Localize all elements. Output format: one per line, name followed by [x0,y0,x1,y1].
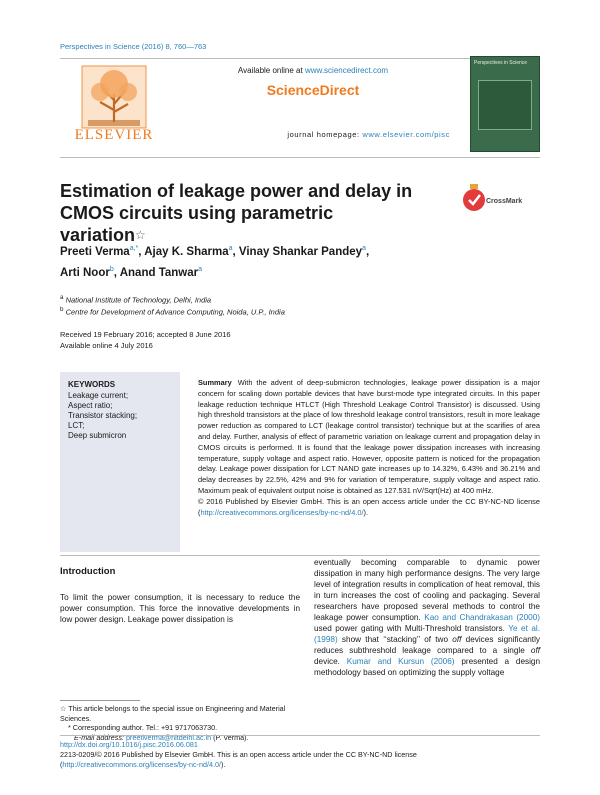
author-name[interactable]: Arti Noor [60,266,110,279]
journal-reference[interactable]: Perspectives in Science (2016) 8, 760—763 [60,42,207,51]
author-name[interactable]: Vinay Shankar Pandey [238,245,363,258]
author-name[interactable]: Anand Tanwar [119,266,199,279]
received-date: Received 19 February 2016; accepted 8 June 2016 [60,330,231,339]
section-divider [60,555,540,556]
cover-image [478,80,532,130]
available-prefix: Available online at [237,66,305,75]
doi-link[interactable]: http://dx.doi.org/10.1016/j.pisc.2016.06.081 [60,740,198,749]
abstract-license-link[interactable]: http://creativecommons.org/licenses/by-nc-nd/4.0/ [200,507,364,517]
elsevier-wordmark: ELSEVIER [74,127,154,143]
cover-title: Perspectives in Science [474,60,528,66]
keywords-heading: KEYWORDS [68,380,116,389]
intro-text: eventually becoming comparable to dynamic power dissipation in many high performance designs. The very large level of integration results in complication of heat removal, this in turn increases the cost of cooling and packaging. Several researchers have proposed several methods to control the leakage power consumption. [314,558,540,622]
author-sup[interactable]: a [198,265,203,273]
homepage-link[interactable]: www.elsevier.com/pisc [362,130,450,139]
article-title [60,180,420,246]
email-link[interactable]: preetiverma@nitdelhi.ac.in [125,732,212,742]
sciencedirect-link[interactable]: www.sciencedirect.com [304,66,389,75]
title-footnote-mark[interactable]: ☆ [135,228,146,242]
author-list: Preeti Verma$^{a,*}$, Ajay K. Sharma$^a$, Vinay Shankar Pandey$^a$, Arti Noor$^b$, Anand Tanwar$^a$ [60,245,370,279]
homepage-label: journal homepage: [287,130,363,139]
affiliation [60,306,285,317]
abstract [198,378,540,518]
intro-italic: off [530,646,540,655]
author-sup[interactable]: a [362,245,366,252]
intro-text: device. [314,657,347,666]
affiliation-text: Centre for Development of Advance Computing, Noida, U.P., India [65,307,285,317]
email-label: E-mail address: [74,732,126,742]
keyword-item: Transistor stacking; [68,411,138,420]
email-suffix: (P. Verma). [211,732,249,742]
author-name[interactable]: Preeti Verma [60,245,130,258]
citation-link[interactable]: Kumar and Kursun (2006) [346,657,455,666]
footnote-star: ☆ This article belongs to the special issue on Engineering and Material Sciences. [60,704,286,723]
intro-text: show that ‘‘stacking’’ of two [337,635,453,644]
author-sup[interactable]: b [109,265,114,273]
intro-text: used power gating with Multi-Threshold transistors. [314,624,509,633]
affiliation-sup: b [60,306,64,313]
affiliation-text: National Institute of Technology, Delhi, India [65,295,212,305]
sciencedirect-logo: ScienceDirect [266,82,360,98]
keyword-item: Deep submicron [68,431,127,440]
affiliation-sup: a [60,294,64,301]
abstract-text: With the advent of deep-submicron technologies, leakage power dissipation is a major concern for scaling down portable devices that have burst-mode type integrated circuits. In this paper leakage reduction technique HTLCT (High Threshold Leakage Control Transistor) is discussed. Using high threshold transistors at the place of low threshold leakage control transistors, result in more leakage power reduction as compared to LCT (leakage control transistor) technique but at the scarifies of area and delay. Further, analysis of effect of parametric variation on leakage current and propagation delay in CMOS circuits is performed. It is found that the leakage power dissipation increases with increasing temperature, supply voltage and aspect ratio. However, opposite pattern is noticed for the propagation delay. Leakage power dissipation for LCT NAND gate increases up to 14.32%, 6.43% and 36.21% and delay decreases by 22.5%, 42% and 9% for variation of temperature, supply voltage and aspect ratio. Maximum peak of equivalent output noise is obtained as 127.531 nV/Sqrt(Hz) at 400 mHz. [198,378,540,495]
citation-link[interactable]: Ye et al. (1998) [314,624,540,644]
footnote-rule [60,700,140,701]
abstract-label: Summary [198,378,232,387]
available-online-date: Available online 4 July 2016 [60,341,153,350]
keyword-item: Aspect ratio; [68,401,113,410]
intro-text: presented a design methodology based on optimizing the supply voltage [314,657,541,677]
issn-license-link[interactable]: http://creativecommons.org/licenses/by-nc-nd/4.0/ [62,760,222,769]
intro-italic: off [452,635,462,644]
issn-line [60,750,540,770]
available-online [168,66,458,75]
footnote-corresponding: * Corresponding author. Tel.: +91 9717063730. [68,723,218,733]
journal-homepage [168,130,458,139]
intro-text: devices significantly reduces subthreshold leakage compared to a single [314,635,540,655]
intro-heading: Introduction [60,566,116,577]
issn-end: ). [221,760,226,769]
abstract-license-end: ). [363,507,369,517]
keyword-item: LCT; [68,421,85,430]
citation-link[interactable]: Kao and Chandrakasan (2000) [424,613,540,622]
author-sup[interactable]: a,* [129,245,139,252]
abstract-license: © 2016 Published by Elsevier GmbH. This is an open access article under the CC BY-NC-ND license ( [198,496,540,517]
affiliation [60,294,211,305]
title-text: Estimation of leakage power and delay in CMOS circuits using parametric variation [60,181,413,245]
author-sup[interactable]: a [228,245,233,252]
keywords-box [60,372,180,552]
crossmark-label: CrossMark [486,198,523,205]
bottom-info [60,732,540,770]
keyword-item: Leakage current; [68,391,129,400]
author-name[interactable]: Ajay K. Sharma [144,245,229,258]
intro-left-paragraph: To limit the power consumption, it is necessary to reduce the power consumption. This force the innovative developments in low power design. Leakage power dissipation is [60,593,300,624]
intro-right-paragraph [314,557,540,678]
issn-text: 2213-0209/© 2016 Published by Elsevier GmbH. This is an open access article under the CC BY-NC-ND license ( [60,750,417,769]
